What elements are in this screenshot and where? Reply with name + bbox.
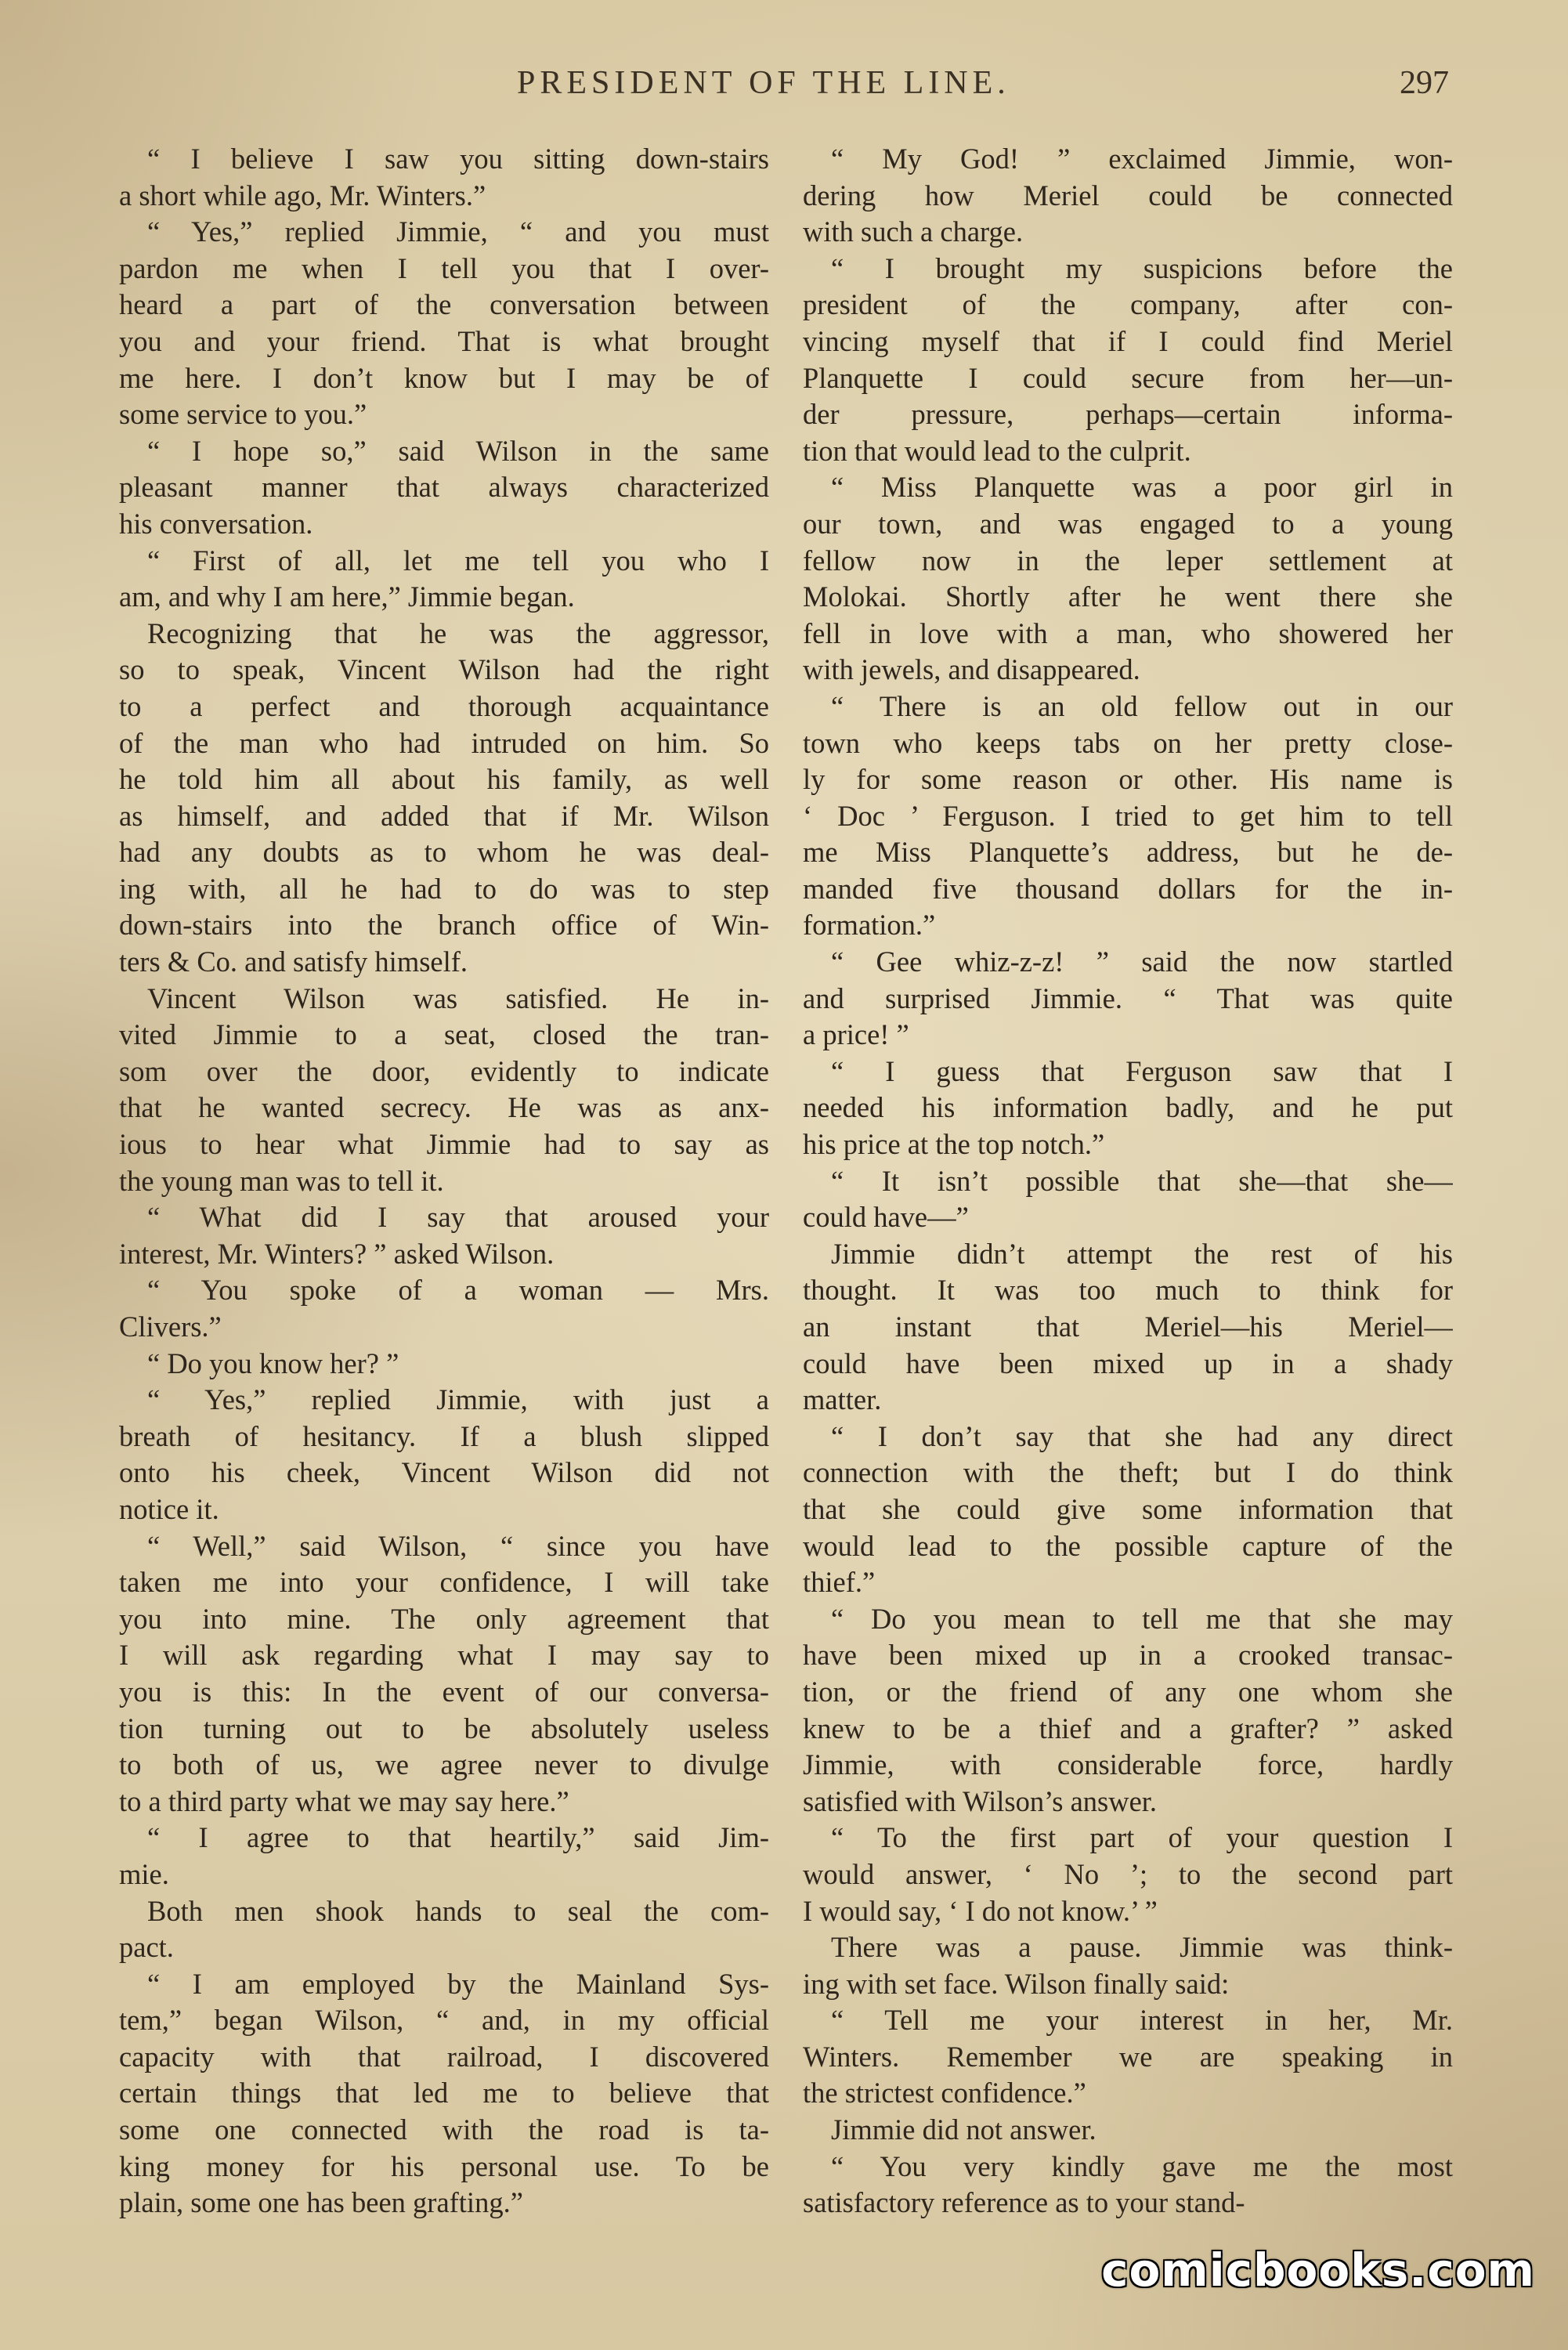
text-line: tem,” began Wilson, “ and, in my official <box>119 2004 769 2037</box>
text-line: fell in love with a man, who showered her <box>803 616 1453 649</box>
text-line: onto his cheek, Vincent Wilson did not <box>119 1456 769 1489</box>
text-line: ly for some reason or other. His name is <box>803 763 1453 796</box>
text-line: the young man was to tell it. <box>119 1164 444 1197</box>
text-line: dering how Meriel could be connected <box>803 179 1453 212</box>
text-line: king money for his personal use. To be <box>119 2149 769 2182</box>
text-line: a short while ago, Mr. Winters.” <box>119 179 486 212</box>
text-line: formation.” <box>803 909 936 942</box>
site-watermark: comicbooks.com <box>1101 2243 1535 2297</box>
text-line: as himself, and added that if Mr. Wilson <box>119 799 769 832</box>
text-line: “ First of all, let me tell you who I <box>147 544 769 577</box>
text-line: you into mine. The only agreement that <box>119 1602 769 1635</box>
text-line: could have—” <box>803 1201 969 1234</box>
text-line: me Miss Planquette’s address, but he de- <box>803 836 1453 869</box>
text-line: down-stairs into the branch office of Win- <box>119 909 769 942</box>
text-line: you and your friend. That is what brought <box>119 324 769 357</box>
text-line: “ Do you mean to tell me that she may <box>831 1602 1453 1635</box>
text-line: Clivers.” <box>119 1311 222 1343</box>
text-line: pact. <box>119 1931 174 1964</box>
text-line: with jewels, and disappeared. <box>803 653 1140 686</box>
text-line: some service to you.” <box>119 398 367 431</box>
text-line: town who keeps tabs on her pretty close- <box>803 726 1453 759</box>
text-line: “ There is an old fellow out in our <box>831 689 1453 722</box>
text-line: vited Jimmie to a seat, closed the tran- <box>119 1018 769 1051</box>
text-line: “ I believe I saw you sitting down-stairs <box>147 143 769 175</box>
text-line: would answer, ‘ No ’; to the second part <box>803 1857 1453 1890</box>
text-line: thought. It was too much to think for <box>803 1274 1453 1307</box>
text-line: There was a pause. Jimmie was think- <box>831 1931 1453 1964</box>
text-line: am, and why I am here,” Jimmie began. <box>119 580 575 613</box>
text-line: a price! ” <box>803 1018 909 1051</box>
text-line: an instant that Meriel—his Meriel— <box>803 1311 1453 1343</box>
text-line: Jimmie, with considerable force, hardly <box>803 1748 1453 1781</box>
text-line: notice it. <box>119 1492 219 1525</box>
text-line: so to speak, Vincent Wilson had the right <box>119 653 769 686</box>
text-line: som over the door, evidently to indicate <box>119 1054 769 1087</box>
text-line: “ I guess that Ferguson saw that I <box>831 1054 1453 1087</box>
text-line: satisfactory reference as to your stand- <box>803 2186 1245 2219</box>
text-line: needed his information badly, and he put <box>803 1091 1453 1124</box>
text-line: ing with set face. Wilson finally said: <box>803 1967 1230 2000</box>
text-line: “ What did I say that aroused your <box>147 1201 769 1234</box>
text-line: “ Well,” said Wilson, “ since you have <box>147 1529 769 1562</box>
text-line: Molokai. Shortly after he went there she <box>803 580 1453 613</box>
text-line: I will ask regarding what I may say to <box>119 1639 769 1672</box>
text-line: Vincent Wilson was satisfied. He in- <box>147 982 769 1014</box>
text-line: you is this: In the event of our conversa- <box>119 1675 769 1708</box>
text-line: “ I brought my suspicions before the <box>831 251 1453 284</box>
text-line: vincing myself that if I could find Meriel <box>803 324 1453 357</box>
text-line: would lead to the possible capture of the <box>803 1529 1453 1562</box>
text-line: “ Gee whiz-z-z! ” said the now startled <box>831 945 1453 978</box>
text-line: Jimmie did not answer. <box>831 2113 1097 2146</box>
text-line: “ You spoke of a woman — Mrs. <box>147 1274 769 1307</box>
text-line: “ To the first part of your question I <box>831 1821 1453 1854</box>
text-line: have been mixed up in a crooked transac- <box>803 1639 1453 1672</box>
text-line: the strictest confidence.” <box>803 2077 1086 2110</box>
text-line: mie. <box>119 1857 169 1890</box>
text-line: “ I am employed by the Mainland Sys- <box>147 1967 769 2000</box>
text-line: knew to be a thief and a grafter? ” asked <box>803 1712 1453 1744</box>
text-line: capacity with that railroad, I discovered <box>119 2040 769 2073</box>
text-line: “ You very kindly gave me the most <box>831 2149 1453 2182</box>
text-line: ‘ Doc ’ Ferguson. I tried to get him to tell <box>803 799 1453 832</box>
text-line: to a third party what we may say here.” <box>119 1784 569 1817</box>
text-line: “ My God! ” exclaimed Jimmie, won- <box>831 143 1453 175</box>
text-line: Recognizing that he was the aggressor, <box>147 616 769 649</box>
text-line: tion turning out to be absolutely useless <box>119 1712 769 1744</box>
running-header <box>117 64 1449 111</box>
text-line: certain things that led me to believe that <box>119 2077 769 2110</box>
text-line: Jimmie didn’t attempt the rest of his <box>831 1237 1453 1270</box>
text-line: his price at the top notch.” <box>803 1128 1105 1161</box>
text-line: manded five thousand dollars for the in- <box>803 872 1453 905</box>
text-line: with such a charge. <box>803 215 1024 248</box>
text-line: our town, and was engaged to a young <box>803 507 1453 540</box>
text-line: me here. I don’t know but I may be of <box>119 361 769 394</box>
text-line: matter. <box>803 1383 882 1416</box>
text-line: had any doubts as to whom he was deal- <box>119 836 769 869</box>
text-line: pardon me when I tell you that I over- <box>119 251 769 284</box>
text-line: Both men shook hands to seal the com- <box>147 1894 769 1927</box>
text-line: that he wanted secrecy. He was as anx- <box>119 1091 769 1124</box>
running-title: PRESIDENT OF THE LINE. <box>517 65 1010 101</box>
text-line: Planquette I could secure from her—un- <box>803 361 1453 394</box>
page-number: 297 <box>1400 65 1449 101</box>
text-line: thief.” <box>803 1566 876 1599</box>
text-line: “ Yes,” replied Jimmie, with just a <box>147 1383 769 1416</box>
text-line: fellow now in the leper settlement at <box>803 544 1453 577</box>
text-line: ing with, all he had to do was to step <box>119 872 769 905</box>
text-line: der pressure, perhaps—certain informa- <box>803 398 1453 431</box>
text-line: plain, some one has been grafting.” <box>119 2186 523 2219</box>
text-line: Winters. Remember we are speaking in <box>803 2040 1453 2073</box>
text-line: ious to hear what Jimmie had to say as <box>119 1128 769 1161</box>
text-line: “ I agree to that heartily,” said Jim- <box>147 1821 769 1854</box>
text-line: taken me into your confidence, I will take <box>119 1566 769 1599</box>
text-line: “ Tell me your interest in her, Mr. <box>831 2004 1453 2037</box>
text-line: to a perfect and thorough acquaintance <box>119 689 769 722</box>
text-line: to both of us, we agree never to divulge <box>119 1748 769 1781</box>
text-line: I would say, ‘ I do not know.’ ” <box>803 1894 1158 1927</box>
text-line: tion, or the friend of any one whom she <box>803 1675 1453 1708</box>
text-line: that she could give some information that <box>803 1492 1453 1525</box>
text-line: connection with the theft; but I do think <box>803 1456 1453 1489</box>
text-line: some one connected with the road is ta- <box>119 2113 769 2146</box>
text-line: president of the company, after con- <box>803 288 1453 321</box>
text-line: of the man who had intruded on him. So <box>119 726 769 759</box>
text-line: satisfied with Wilson’s answer. <box>803 1784 1158 1817</box>
text-line: “ Miss Planquette was a poor girl in <box>831 471 1453 504</box>
text-line: “ Yes,” replied Jimmie, “ and you must <box>147 215 769 248</box>
text-line: could have been mixed up in a shady <box>803 1347 1453 1379</box>
text-line: his conversation. <box>119 507 313 540</box>
text-line: and surprised Jimmie. “ That was quite <box>803 982 1453 1014</box>
right-text-column <box>803 141 1453 2222</box>
text-line: pleasant manner that always characterized <box>119 471 769 504</box>
text-line: interest, Mr. Winters? ” asked Wilson. <box>119 1237 555 1270</box>
text-line: “ I don’t say that she had any direct <box>831 1419 1453 1452</box>
text-line: breath of hesitancy. If a blush slipped <box>119 1419 769 1452</box>
text-line: ters & Co. and satisfy himself. <box>119 945 468 978</box>
text-line: heard a part of the conversation between <box>119 288 769 321</box>
text-line: tion that would lead to the culprit. <box>803 434 1191 467</box>
text-line: he told him all about his family, as well <box>119 763 769 796</box>
text-line: “ I hope so,” said Wilson in the same <box>147 434 769 467</box>
text-line: “ Do you know her? ” <box>147 1347 399 1379</box>
text-line: “ It isn’t possible that she—that she— <box>831 1164 1453 1197</box>
left-text-column <box>119 141 769 2222</box>
